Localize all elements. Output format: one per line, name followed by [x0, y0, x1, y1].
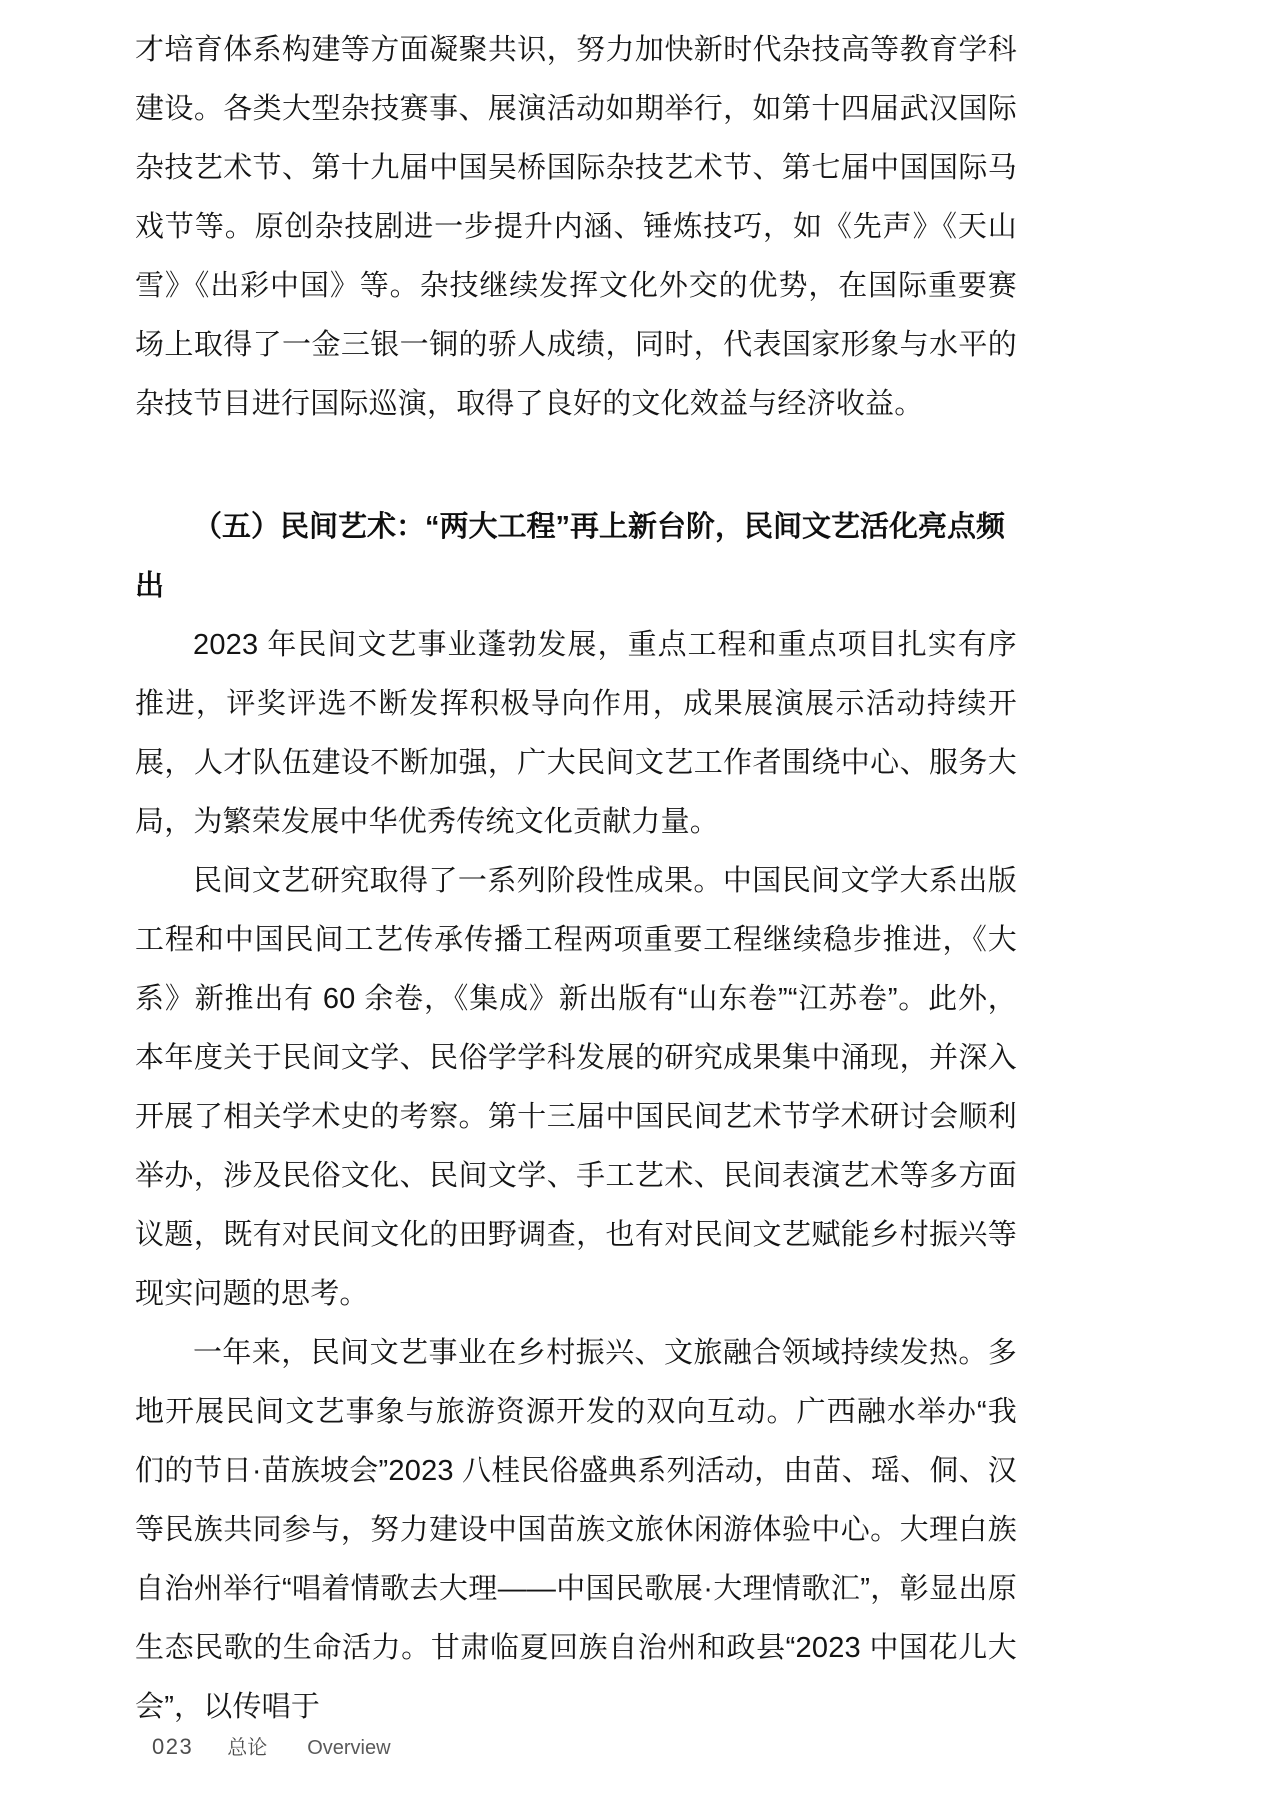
paragraph-folk-art-research: 民间文艺研究取得了一系列阶段性成果。中国民间文学大系出版工程和中国民间工艺传承传播工程两项重要工程继续稳步推进，《大系》新推出有 60 余卷，《集成》新出版有“山东卷”“江苏卷”。此外，本年度关于民间文学、民俗学学科发展的研究成果集中涌现，并深入开展了相关学术史的考察。第十三届中国民间艺术节学术研讨会顺利举办，涉及民俗文化、民间文学、手工艺术、民间表演艺术等多方面议题，既有对民间文化的田野调查，也有对民间文艺赋能乡村振兴等现实问题的思考。: [135, 865, 1017, 1310]
section-heading-folk-art: （五）民间艺术：“两大工程”再上新台阶，民间文艺活化亮点频出: [135, 511, 1006, 602]
page-number: 023: [152, 1734, 194, 1759]
page-content: [135, 21, 1017, 1737]
footer-section-title-en: Overview: [307, 1737, 391, 1759]
paragraph-acrobatics-continuation: 才培育体系构建等方面凝聚共识，努力加快新时代杂技高等教育学科建设。各类大型杂技赛事、展演活动如期举行，如第十四届武汉国际杂技艺术节、第十九届中国吴桥国际杂技艺术节、第七届中国国际马戏节等。原创杂技剧进一步提升内涵、锤炼技巧，如《先声》《天山雪》《出彩中国》等。杂技继续发挥文化外交的优势，在国际重要赛场上取得了一金三银一铜的骄人成绩，同时，代表国家形象与水平的杂技节目进行国际巡演，取得了良好的文化效益与经济收益。: [135, 34, 1017, 420]
footer-section-title-cn: 总论: [227, 1737, 268, 1759]
paragraph-folk-art-rural-tourism: 一年来，民间文艺事业在乡村振兴、文旅融合领域持续发热。多地开展民间文艺事象与旅游资源开发的双向互动。广西融水举办“我们的节日·苗族坡会”2023 八桂民俗盛典系列活动，由苗、瑶、侗、汉等民族共同参与，努力建设中国苗族文旅休闲游体验中心。大理白族自治州举行“唱着情歌去大理——中国民歌展·大理情歌汇”，彰显出原生态民歌的生命活力。甘肃临夏回族自治州和政县“2023 中国花儿大会”，以传唱于: [135, 1337, 1017, 1723]
paragraph-folk-art-overview: 2023 年民间文艺事业蓬勃发展，重点工程和重点项目扎实有序推进，评奖评选不断发挥积极导向作用，成果展演展示活动持续开展，人才队伍建设不断加强，广大民间文艺工作者围绕中心、服务大局，为繁荣发展中华优秀传统文化贡献力量。: [135, 629, 1017, 838]
page-footer: [152, 1731, 391, 1760]
